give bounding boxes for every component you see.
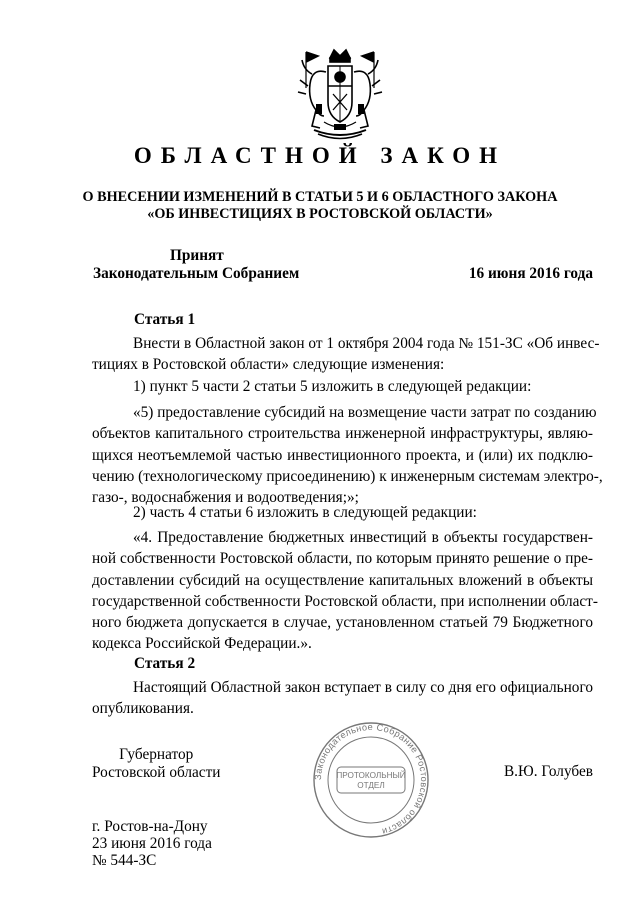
text-line: ной собственности Ростовской области, по которым принято решение о пре- [92, 550, 593, 568]
text-line: газо-, водоснабжения и водоотведения;»; [92, 489, 359, 507]
adopted-by: Законодательным Собранием [93, 265, 300, 282]
article-1-item-2-text [92, 527, 598, 655]
law-number: № 544-ЗС [92, 852, 157, 869]
governor-title [92, 746, 220, 782]
signer-name: В.Ю. Голубев [503, 763, 593, 780]
text-line: кодекса Российской Федерации.». [92, 635, 312, 653]
protocol-department-stamp [311, 720, 431, 840]
article-1-item-1-text [92, 402, 603, 508]
article-2-text [92, 677, 593, 720]
text-line: «4. Предоставление бюджетных инвестиций в объекты государствен- [133, 529, 593, 546]
article-1-heading: Статья 1 [134, 311, 196, 328]
adopted-label: Принят [170, 247, 224, 264]
text-line: ного бюджета допускается в случае, установленном статьей 79 Бюджетного [92, 614, 593, 632]
text-line: доставлении субсидий на осуществление капитальных вложений в объекты [92, 571, 593, 589]
text-line: «5) предоставление субсидий на возмещение части затрат по созданию [133, 404, 597, 421]
law-title: ОБЛАСТНОЙ ЗАКОН [133, 143, 507, 168]
coat-of-arms-emblem [294, 44, 386, 144]
governor-region: Ростовской области [92, 764, 221, 781]
text-line: Настоящий Областной закон вступает в силу со дня его официального [133, 679, 593, 696]
stamp-ring-text: Законодательное Собрание Ростовской области [312, 721, 430, 837]
stamp-center-line: ОТДЕЛ [357, 781, 385, 790]
text-line: тициях в Ростовской области» следующие изменения: [92, 356, 445, 374]
text-line: объектов капитального строительства инженерной инфраструктуры, являю- [92, 425, 593, 443]
text-line: 2) часть 4 статьи 6 изложить в следующей редакции: [133, 504, 477, 521]
place-date-number [92, 818, 212, 869]
stamp-center-line: ПРОТОКОЛЬНЫЙ [336, 771, 406, 780]
subtitle-line: «ОБ ИНВЕСТИЦИЯХ В РОСТОВСКОЙ ОБЛАСТИ» [147, 206, 493, 222]
text-line: 1) пункт 5 части 2 статьи 5 изложить в следующей редакции: [133, 378, 532, 395]
text-line: опубликования. [92, 700, 194, 718]
article-1-intro [92, 333, 600, 376]
article-1-item-2 [92, 502, 593, 523]
text-line: государственной собственности Ростовской области, при исполнении област- [92, 592, 598, 610]
text-line: чению (технологическому присоединению) к инженерным системам электро-, [92, 467, 603, 485]
governor-position: Губернатор [119, 746, 194, 763]
subtitle-line: О ВНЕСЕНИИ ИЗМЕНЕНИЙ В СТАТЬИ 5 И 6 ОБЛАСТНОГО ЗАКОНА [82, 189, 558, 205]
text-line: щихся неотъемлемой частью инвестиционного проекта, и (или) их подклю- [92, 446, 593, 464]
adoption-date: 16 июня 2016 года [468, 265, 593, 282]
article-1-item-1 [92, 376, 593, 397]
text-line: Внести в Областной закон от 1 октября 2004 года № 151-ЗС «Об инвес- [133, 335, 600, 352]
adoption-block [93, 247, 299, 283]
signing-date: 23 июня 2016 года [92, 835, 212, 852]
article-2-heading: Статья 2 [134, 655, 196, 672]
law-subtitle [0, 189, 640, 223]
city: г. Ростов-на-Дону [92, 818, 208, 835]
